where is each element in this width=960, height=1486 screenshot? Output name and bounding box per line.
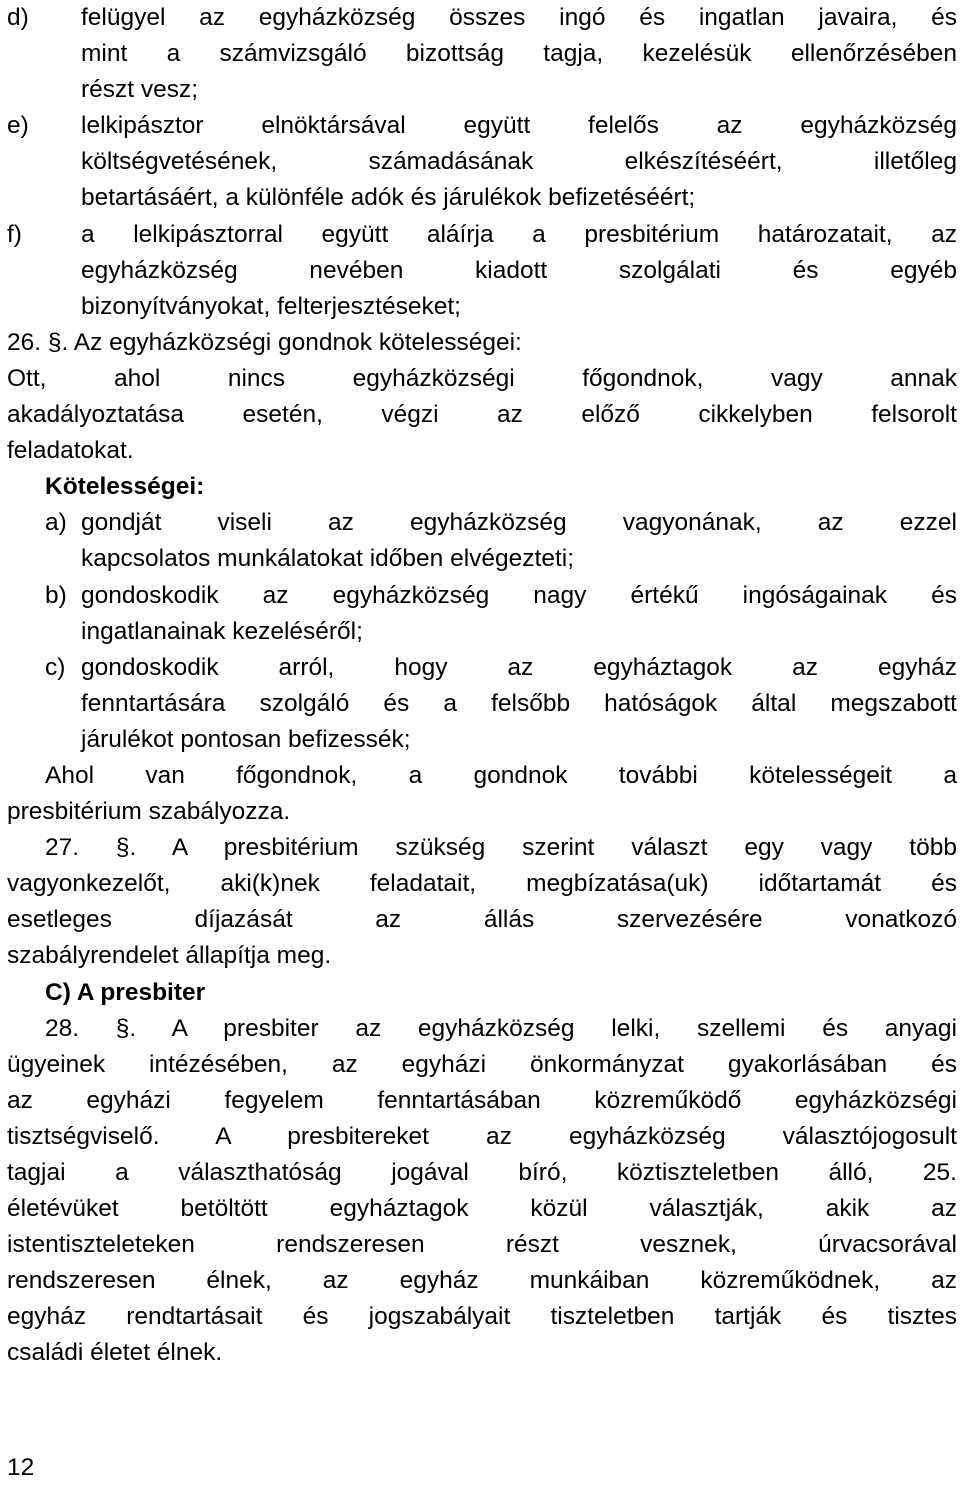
text-line: járulékot pontosan befizessék; xyxy=(81,725,411,753)
list-label: f) xyxy=(7,220,22,248)
text-line: esetleges díjazását az állás szervezésére vonatkozó xyxy=(7,906,957,934)
list-item-d xyxy=(7,0,957,36)
text-line: egyház rendtartásait és jogszabályait tiszteletben tartják és tisztes xyxy=(7,1303,957,1331)
section-heading-28: 28. §. A presbiter az egyházközség lelki, szellemi és anyagi xyxy=(45,1014,957,1042)
section-title-presbiter: C) A presbiter xyxy=(45,978,206,1006)
text-line: tagjai a választhatóság jogával bíró, köztiszteletben álló, 25. xyxy=(7,1159,957,1186)
list-item-a xyxy=(7,505,957,541)
text-line: költségvetésének, számadásának elkészítéséért, illetőleg xyxy=(81,148,957,176)
text-line: rendszeresen élnek, az egyház munkáiban közreműködnek, az xyxy=(7,1267,957,1295)
text-line: szabályrendelet állapítja meg. xyxy=(7,942,332,970)
text-line: fenntartására szolgáló és a felsőbb hatóságok által megszabott xyxy=(81,689,957,717)
list-label: a) xyxy=(45,509,67,537)
text-line: részt vesz; xyxy=(81,76,199,104)
text-line: a lelkipásztorral együtt aláírja a presbitérium határozatait, az xyxy=(81,220,957,248)
list-label: c) xyxy=(45,653,66,681)
text-line: presbitérium szabályozza. xyxy=(7,798,291,826)
text-line: ügyeinek intézésében, az egyházi önkormányzat gyakorlásában és xyxy=(7,1050,957,1078)
list-label: b) xyxy=(45,581,67,609)
section-heading-26: 26. §. Az egyházközségi gondnok kötelességei: xyxy=(7,328,522,356)
text-line: felügyel az egyházközség összes ingó és ingatlan javaira, és xyxy=(81,4,957,31)
text-line: istentiszteleteken rendszeresen részt vesznek, úrvacsorával xyxy=(7,1231,957,1259)
text-line: gondoskodik arról, hogy az egyháztagok az egyház xyxy=(81,653,957,681)
text-line: betartásáért, a különféle adók és járulékok befizetéséért; xyxy=(81,184,696,212)
text-line: lelkipásztor elnöktársával együtt felelős az egyházközség xyxy=(81,112,957,140)
text-line: gondját viseli az egyházközség vagyonának, az ezzel xyxy=(81,509,957,537)
list-item-e xyxy=(7,108,957,144)
list-item-b xyxy=(7,578,957,614)
page-number: 12 xyxy=(7,1454,35,1481)
list-label: d) xyxy=(7,4,29,31)
text-line: tisztségviselő. A presbitereket az egyházközség választójogosult xyxy=(7,1122,957,1150)
list-item-c xyxy=(7,650,957,686)
text-line: családi életet élnek. xyxy=(7,1339,223,1367)
text-line: gondoskodik az egyházközség nagy értékű ingóságainak és xyxy=(81,581,957,609)
list-item-f xyxy=(7,217,957,253)
text-line: ingatlanainak kezeléséről; xyxy=(81,617,363,645)
text-line: az egyházi fegyelem fenntartásában közreműködő egyházközségi xyxy=(7,1086,957,1114)
text-line: vagyonkezelőt, aki(k)nek feladatait, megbízatása(uk) időtartamát és xyxy=(7,870,957,898)
subheading-kotelessegei: Kötelességei: xyxy=(45,473,205,501)
text-line: mint a számvizsgáló bizottság tagja, kezelésük ellenőrzésében xyxy=(81,40,957,68)
text-line: Ahol van főgondnok, a gondnok további kötelességeit a xyxy=(45,761,957,789)
text-line: Ott, ahol nincs egyházközségi főgondnok, vagy annak xyxy=(7,364,957,392)
section-heading-27: 27. §. A presbitérium szükség szerint választ egy vagy több xyxy=(45,834,957,862)
text-line: feladatokat. xyxy=(7,437,134,465)
list-label: e) xyxy=(7,112,29,140)
text-line: akadályoztatása esetén, végzi az előző cikkelyben felsorolt xyxy=(7,401,957,429)
text-line: életévüket betöltött egyháztagok közül választják, akik az xyxy=(7,1195,957,1223)
text-line: kapcsolatos munkálatokat időben elvégezteti; xyxy=(81,545,575,573)
text-line: egyházközség nevében kiadott szolgálati és egyéb xyxy=(81,256,957,284)
document-page xyxy=(7,0,957,1372)
text-line: bizonyítványokat, felterjesztéseket; xyxy=(81,292,461,320)
